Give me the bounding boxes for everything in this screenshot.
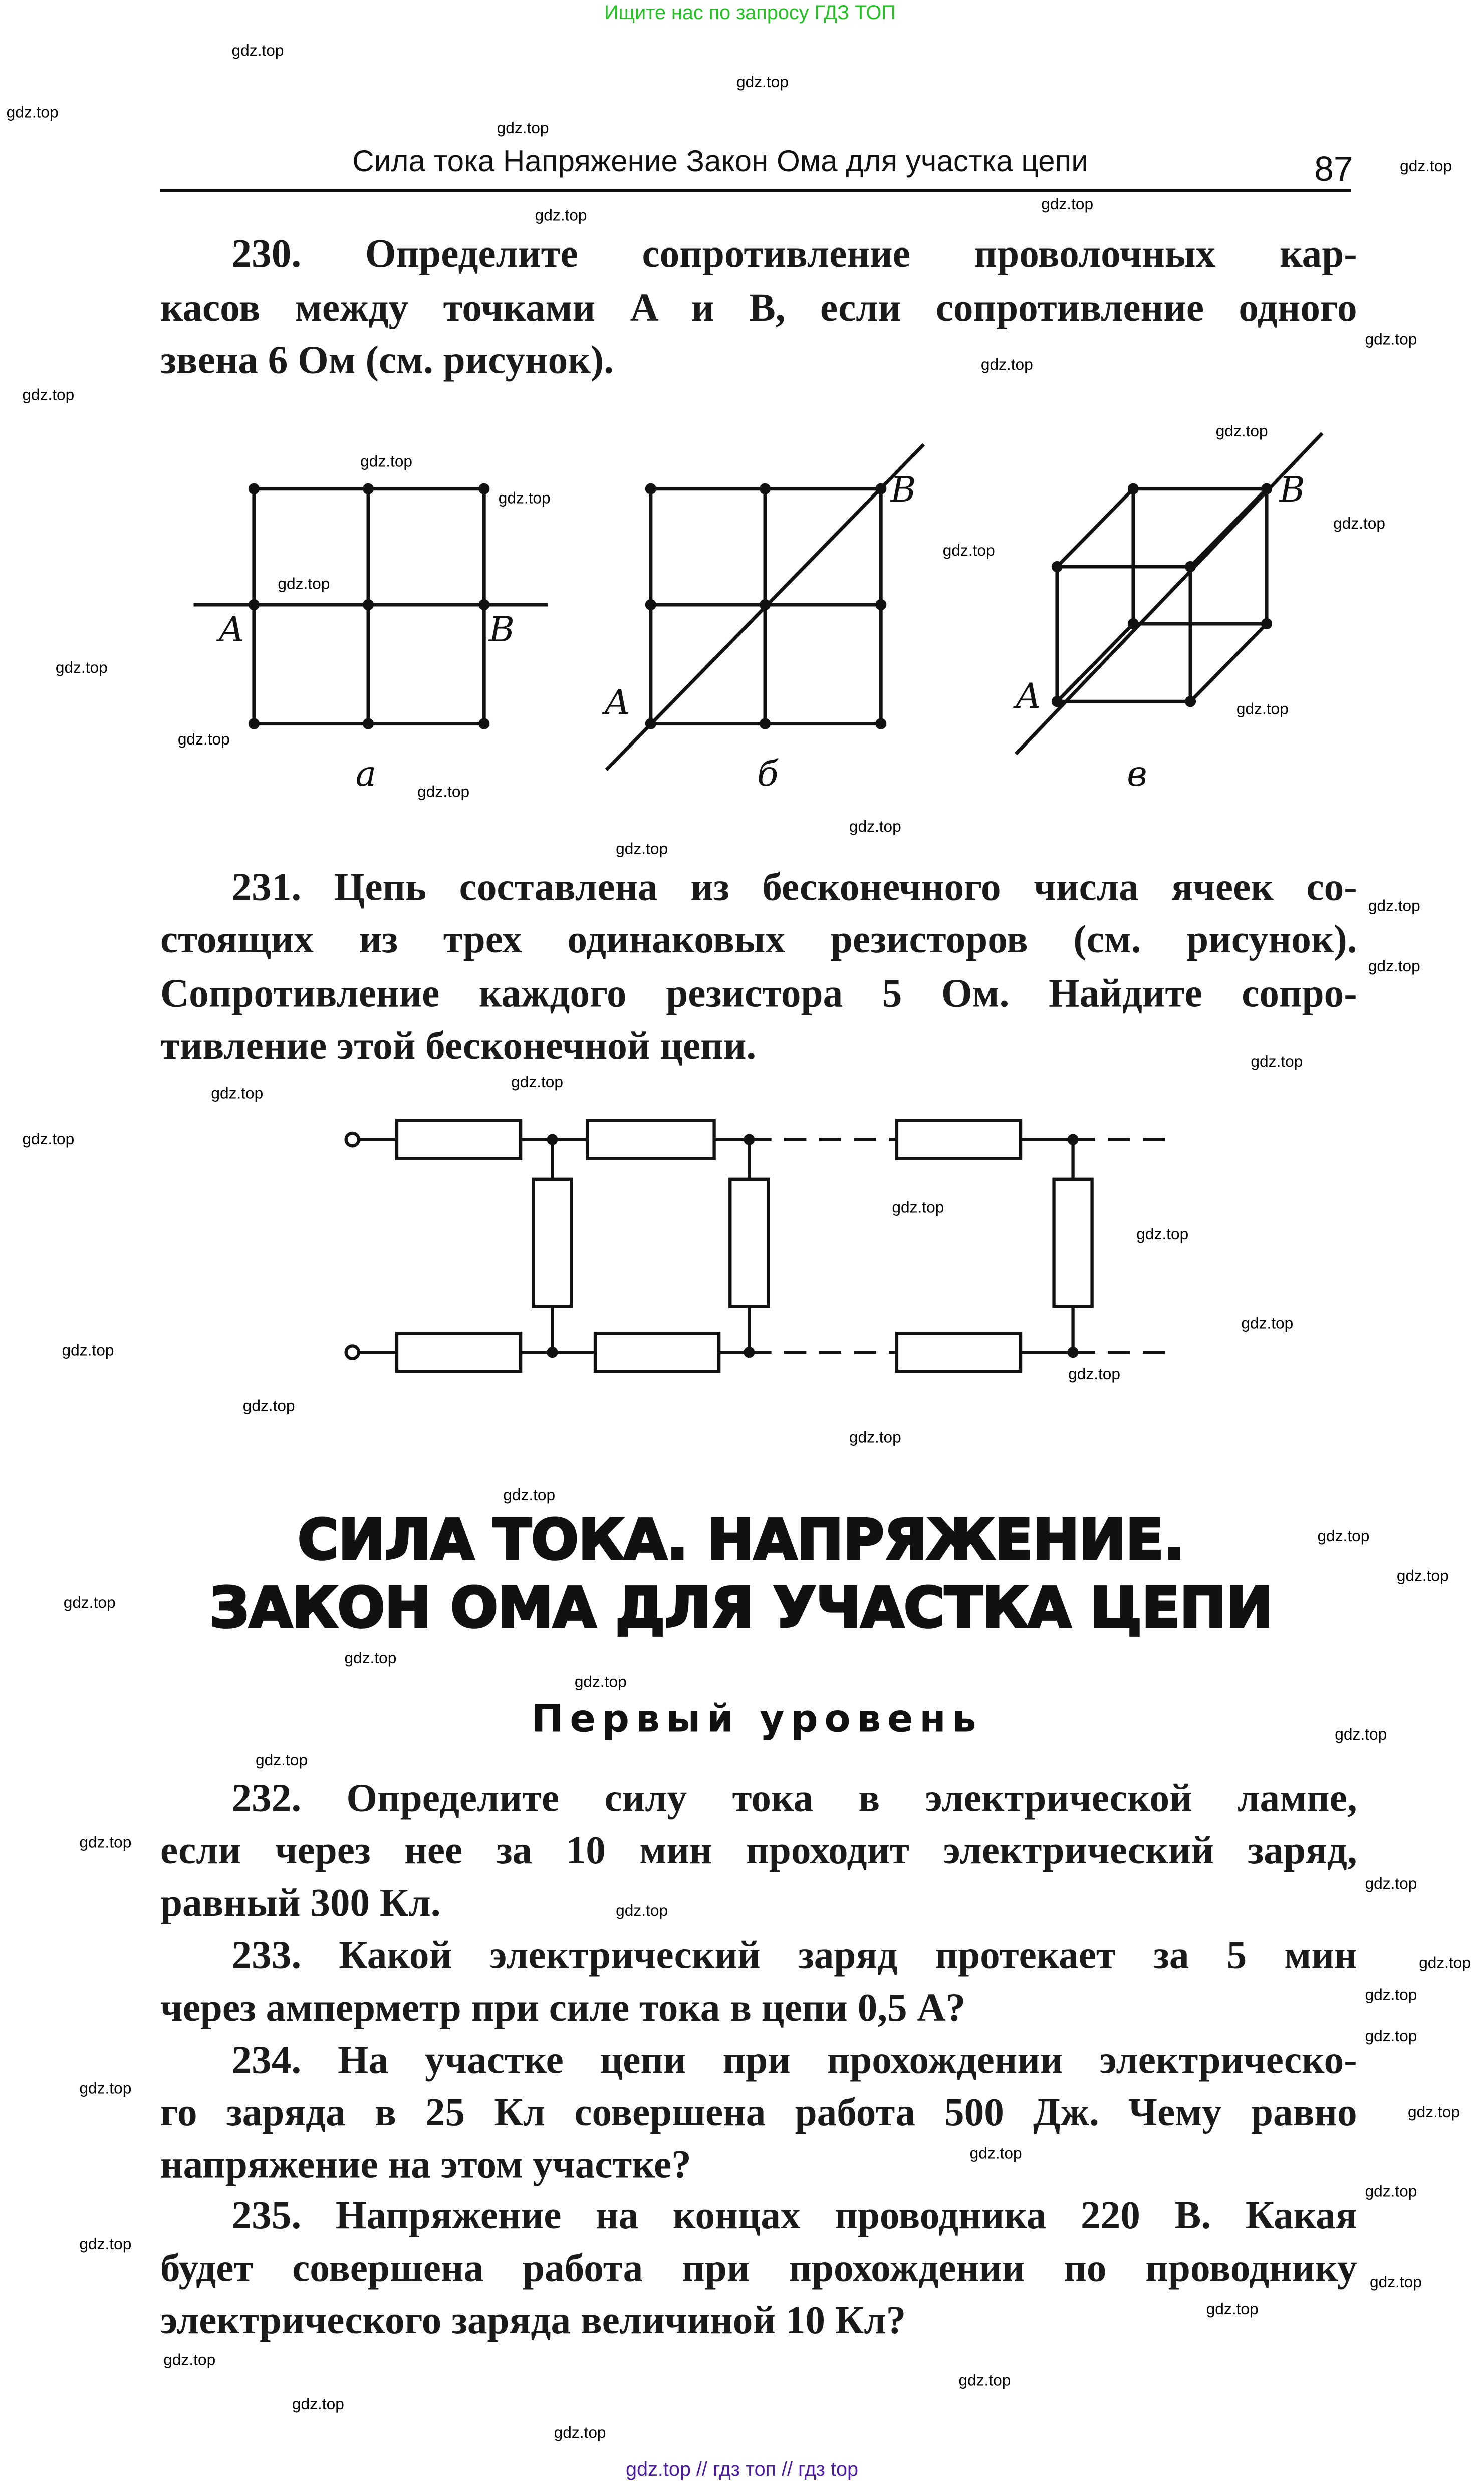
watermark: gdz.top xyxy=(292,2396,344,2414)
watermark: gdz.top xyxy=(574,1674,627,1692)
watermark: gdz.top xyxy=(79,2081,132,2099)
problem-231-line-3: Сопротивление каждого резистора 5 Ом. Найдите сопро- xyxy=(160,972,1357,1016)
watermark: gdz.top xyxy=(63,1595,116,1613)
watermark: gdz.top xyxy=(344,1650,397,1668)
problem-231-line-1 xyxy=(232,865,1357,913)
problem-232-line-2: если через нее за 10 мин проходит электрический заряд, xyxy=(160,1830,1357,1873)
watermark: gdz.top xyxy=(6,105,59,122)
watermark: gdz.top xyxy=(498,490,551,508)
section-title-line-2: ЗАКОН ОМА ДЛЯ УЧАСТКА ЦЕПИ xyxy=(209,1577,1273,1641)
watermark: gdz.top xyxy=(1335,1726,1387,1745)
problem-231-line-2: стоящих из трех одинаковых резисторов (см. рисунок). xyxy=(160,919,1357,962)
infinite-resistor-circuit xyxy=(346,1121,1178,1372)
watermark: gdz.top xyxy=(958,2373,1011,2391)
problem-text: Цепь составлена из бесконечного числа ячеек со- xyxy=(301,866,1357,910)
watermark: gdz.top xyxy=(1369,2274,1422,2292)
running-header: Сила тока Напряжение Закон Ома для участка цепи xyxy=(352,146,1088,179)
problem-number: 230. xyxy=(231,233,302,277)
watermark: gdz.top xyxy=(1396,1568,1449,1586)
watermark: gdz.top xyxy=(892,1200,944,1217)
problem-number: 232. xyxy=(231,1778,302,1821)
watermark: gdz.top xyxy=(616,841,668,859)
figure-caption-c: в xyxy=(1127,755,1147,796)
problem-234-line-2: го заряда в 25 Кл совершена работа 500 Дж. Чему равно xyxy=(160,2092,1357,2135)
site-banner-link[interactable]: Ищите нас по запросу ГДЗ ТОП xyxy=(604,2,896,24)
watermark: gdz.top xyxy=(231,43,284,61)
watermark: gdz.top xyxy=(1408,2104,1460,2122)
watermark: gdz.top xyxy=(1251,1054,1303,1072)
watermark: gdz.top xyxy=(535,208,587,225)
point-b-label: B xyxy=(1279,471,1305,512)
problem-235-line-2: будет совершена работа при прохождении по проводнику xyxy=(160,2247,1357,2291)
watermark: gdz.top xyxy=(1365,1987,1417,2005)
watermark: gdz.top xyxy=(1365,2184,1417,2202)
watermark: gdz.top xyxy=(1317,1528,1370,1546)
watermark: gdz.top xyxy=(1136,1226,1189,1245)
watermark: gdz.top xyxy=(511,1074,564,1092)
problem-number: 231. xyxy=(231,866,302,910)
watermark: gdz.top xyxy=(163,2352,216,2370)
problem-230-line-2: касов между точками A и B, если сопротивление одного xyxy=(160,287,1357,330)
page-number: 87 xyxy=(1314,149,1353,189)
watermark: gdz.top xyxy=(503,1487,556,1505)
watermark: gdz.top xyxy=(1241,1316,1294,1334)
problem-number: 233. xyxy=(231,1934,302,1978)
problem-233-line-2: через амперметр при силе тока в цепи 0,5 А? xyxy=(160,1987,966,2030)
watermark: gdz.top xyxy=(1365,1876,1417,1894)
watermark: gdz.top xyxy=(1333,516,1386,534)
problem-234-line-3: напряжение на этом участке? xyxy=(160,2144,691,2187)
problem-text: Напряжение на концах проводника 220 В. Какая xyxy=(301,2195,1357,2238)
watermark: gdz.top xyxy=(1236,701,1289,719)
watermark: gdz.top xyxy=(256,1752,308,1770)
level-heading: Первый уровень xyxy=(532,1696,983,1742)
problem-number: 234. xyxy=(231,2039,302,2083)
watermark: gdz.top xyxy=(55,660,108,678)
watermark: gdz.top xyxy=(79,1835,132,1853)
watermark: gdz.top xyxy=(942,543,995,561)
watermark: gdz.top xyxy=(1365,2028,1417,2046)
problem-number: 235. xyxy=(231,2195,302,2238)
point-b-label: B xyxy=(890,471,916,512)
watermark: gdz.top xyxy=(417,784,470,802)
watermark: gdz.top xyxy=(62,1343,114,1360)
problem-231-line-4: тивление этой бесконечной цепи. xyxy=(160,1025,757,1069)
watermark: gdz.top xyxy=(736,74,789,92)
watermark: gdz.top xyxy=(278,576,330,594)
watermark: gdz.top xyxy=(1041,196,1094,214)
point-a-label: A xyxy=(219,611,244,651)
watermark: gdz.top xyxy=(1206,2301,1259,2319)
section-title-line-1: СИЛА ТОКА. НАПРЯЖЕНИЕ. xyxy=(298,1509,1185,1573)
watermark: gdz.top xyxy=(211,1085,264,1103)
watermark: gdz.top xyxy=(22,1131,75,1149)
problem-text: На участке цепи при прохождении электрическо- xyxy=(301,2039,1357,2083)
watermark: gdz.top xyxy=(1365,332,1417,349)
watermark: gdz.top xyxy=(1368,898,1420,916)
watermark: gdz.top xyxy=(79,2236,132,2254)
watermark: gdz.top xyxy=(1419,1955,1471,1973)
watermark: gdz.top xyxy=(849,1430,901,1448)
watermark: gdz.top xyxy=(22,387,75,405)
watermark: gdz.top xyxy=(616,1903,668,1921)
watermark: gdz.top xyxy=(969,2146,1022,2163)
watermark: gdz.top xyxy=(177,731,230,750)
watermark: gdz.top xyxy=(1215,423,1268,441)
watermark: gdz.top xyxy=(360,454,413,471)
problem-235-line-1 xyxy=(232,2193,1357,2241)
point-a-label: A xyxy=(1016,677,1041,717)
footer-links[interactable]: gdz.top // гдз топ // гдз top xyxy=(626,2458,859,2481)
watermark: gdz.top xyxy=(1400,158,1452,176)
watermark: gdz.top xyxy=(980,357,1033,375)
watermark: gdz.top xyxy=(1368,958,1420,976)
problem-234-line-1 xyxy=(232,2038,1357,2086)
figure-caption-a: а xyxy=(355,755,377,796)
problem-text: Определите силу тока в электрической лампе, xyxy=(301,1778,1357,1821)
problem-232-line-3: равный 300 Кл. xyxy=(160,1882,441,1925)
problem-232-line-1 xyxy=(232,1776,1357,1824)
watermark: gdz.top xyxy=(849,819,901,837)
circuit-nodes xyxy=(547,1134,1078,1358)
problem-230-line-3: звена 6 Ом (см. рисунок). xyxy=(160,339,614,383)
problem-235-line-3: электрического заряда величиной 10 Кл? xyxy=(160,2300,906,2343)
problem-text: Определите сопротивление проволочных кар- xyxy=(301,233,1357,277)
watermark: gdz.top xyxy=(1068,1366,1121,1384)
watermark: gdz.top xyxy=(554,2425,606,2443)
watermark: gdz.top xyxy=(497,120,549,138)
figure-caption-b: б xyxy=(757,755,779,796)
point-b-label: B xyxy=(488,611,515,651)
problem-text: Какой электрический заряд протекает за 5 мин xyxy=(301,1934,1357,1978)
problem-233-line-1 xyxy=(232,1933,1357,1981)
point-a-label: A xyxy=(605,684,630,724)
watermark: gdz.top xyxy=(242,1398,295,1416)
